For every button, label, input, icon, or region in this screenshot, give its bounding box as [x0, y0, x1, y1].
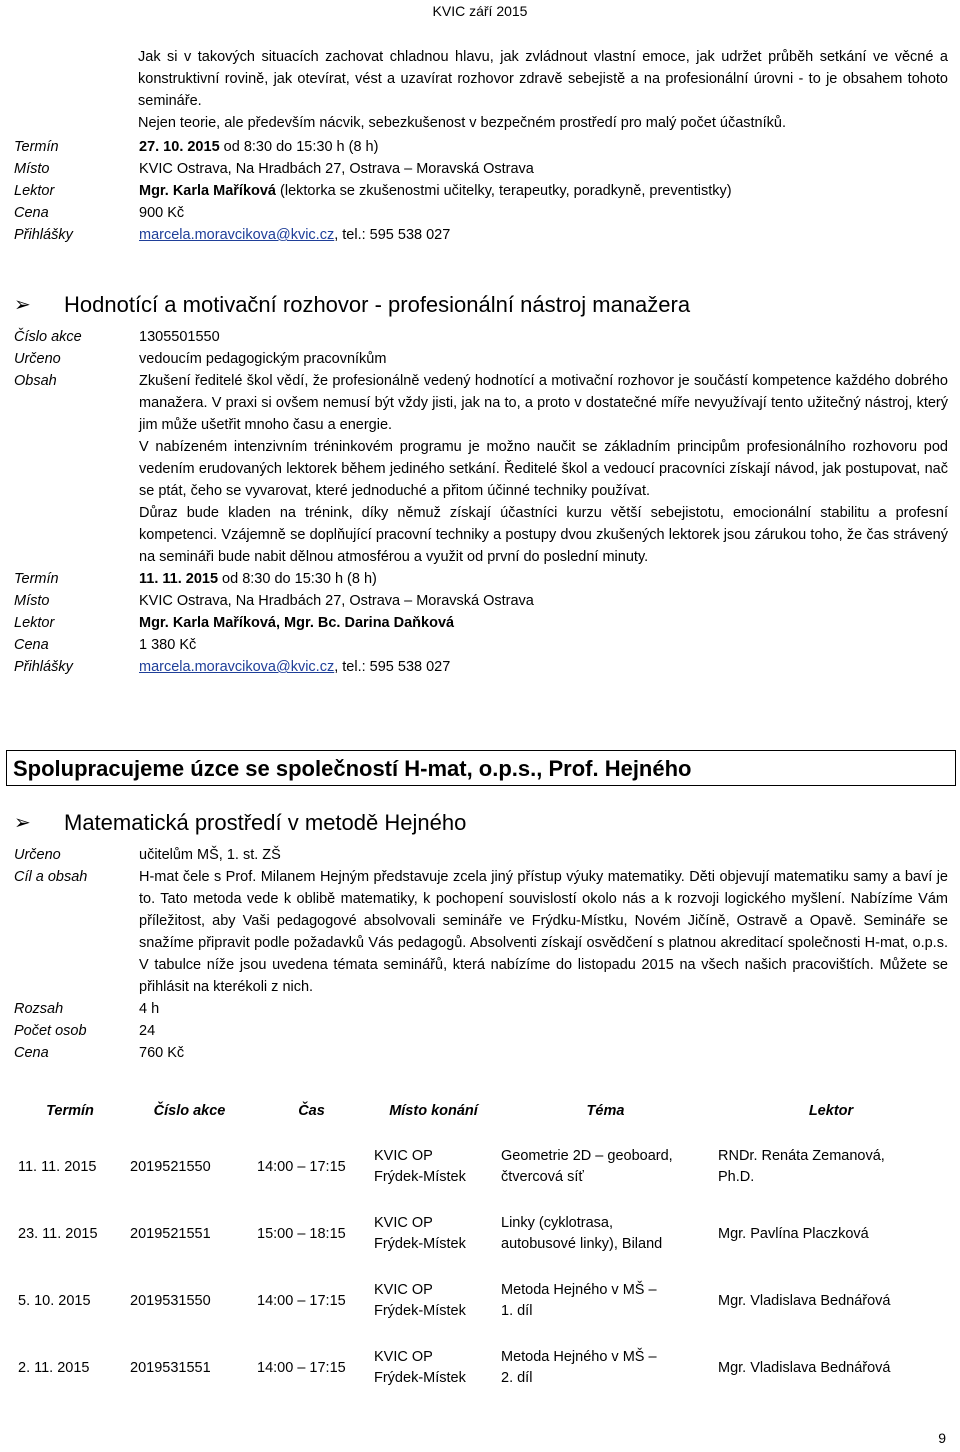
intro-paragraph: [14, 46, 948, 134]
prihlasky-label: Přihlášky: [14, 227, 73, 243]
course2-prihlasky-row: [14, 656, 948, 678]
course2-misto-row: [14, 590, 948, 612]
cell-misto: [370, 1335, 497, 1402]
course3-details: [14, 844, 948, 1064]
page-number: 9: [938, 1430, 946, 1446]
table-row: [14, 1335, 948, 1402]
cell-cislo: 2019531551: [126, 1335, 253, 1402]
course2-audience: vedoucím pedagogickým pracovníkům: [139, 351, 387, 367]
cell-lektor-line2: Ph.D.: [718, 1169, 755, 1185]
cell-tema: [497, 1201, 714, 1268]
course3-urceno-row: [14, 844, 948, 866]
cell-cislo: 2019521550: [126, 1134, 253, 1201]
col-header-tema: Téma: [586, 1103, 625, 1119]
cell-misto-line2: Frýdek-Místek: [374, 1370, 466, 1386]
course2-lecturers: Mgr. Karla Maříková, Mgr. Bc. Darina Daňková: [139, 615, 455, 631]
course2-email-link[interactable]: marcela.moravcikova@kvic.cz: [139, 659, 335, 675]
course3-cena-row: [14, 1042, 948, 1064]
cena-label: Cena: [14, 205, 49, 221]
course2-heading: [14, 290, 948, 320]
course3-duration: 4 h: [139, 1001, 160, 1017]
course2-content-3: Důraz bude kladen na trénink, díky němuž získají účastníci kurzu větší sebejistotu, emocionální stabilitu a profesní kompetenci. Vzájemně se doplňující pracovní techniky a postupy dvou zkušených lektorek jsou zárukou toho, že čas strávený na semináři bude nabit dělnou atmosférou a využit od první do poslední minuty.: [139, 505, 948, 565]
cell-tema-line2: autobusové linky), Biland: [501, 1236, 663, 1252]
course3-title: Matematická prostředí v metodě Hejného: [64, 810, 467, 835]
course2-date: 11. 11. 2015: [139, 571, 219, 587]
cell-termin: 11. 11. 2015: [14, 1134, 126, 1201]
cell-tema-line1: Metoda Hejného v MŠ –: [501, 1282, 657, 1298]
cell-misto-line2: Frýdek-Místek: [374, 1303, 466, 1319]
cell-tema: [497, 1268, 714, 1335]
obsah-label: Obsah: [14, 373, 57, 389]
course2-urceno-row: [14, 348, 948, 370]
table-row: [14, 1134, 948, 1201]
course1-price: 900 Kč: [139, 205, 185, 221]
cell-tema-line2: 1. díl: [501, 1303, 533, 1319]
cell-misto-line2: Frýdek-Místek: [374, 1169, 466, 1185]
course2-price: 1 380 Kč: [139, 637, 197, 653]
schedule-table: [14, 1088, 948, 1402]
urceno-label: Určeno: [14, 847, 61, 863]
cell-tema-line1: Geometrie 2D – geoboard,: [501, 1148, 673, 1164]
course2-content-1: Zkušení ředitelé škol vědí, že profesionálně vedený hodnotící a motivační rozhovor je součástí kompetence každého dobrého manažera. V praxi si ovšem nemusí být vždy jisti, jak na to, a proto v dostatečné míře nevyužívají tento užitečný nástroj, který jim může ušetřit mnoho času a energie.: [139, 373, 948, 433]
misto-label: Místo: [14, 593, 50, 609]
cell-tema-line1: Linky (cyklotrasa,: [501, 1215, 614, 1231]
course3-rozsah-row: [14, 998, 948, 1020]
course1-prihlasky-row: [14, 224, 948, 246]
table-header-row: [14, 1088, 948, 1134]
termin-label: Termín: [14, 139, 59, 155]
course2-termin-row: [14, 568, 948, 590]
cell-misto: [370, 1268, 497, 1335]
cell-misto-line1: KVIC OP: [374, 1215, 433, 1231]
col-header-lektor: Lektor: [808, 1103, 854, 1119]
course3-price: 760 Kč: [139, 1045, 185, 1061]
course3-capacity: 24: [139, 1023, 156, 1039]
cell-lektor: Mgr. Vladislava Bednářová: [714, 1335, 948, 1402]
col-header-misto: Místo konání: [389, 1103, 478, 1119]
course1-cena-row: [14, 202, 948, 224]
cena-label: Cena: [14, 637, 49, 653]
cell-cas: 15:00 – 18:15: [253, 1201, 370, 1268]
course2-number: 1305501550: [139, 329, 220, 345]
col-header-termin: Termín: [46, 1103, 94, 1119]
table-row: [14, 1201, 948, 1268]
course1-details: [14, 136, 948, 246]
table-row: [14, 1268, 948, 1335]
col-header-cislo: Číslo akce: [153, 1103, 226, 1119]
cell-misto-line2: Frýdek-Místek: [374, 1236, 466, 1252]
course1-phone: , tel.: 595 538 027: [334, 227, 451, 243]
cell-cas: 14:00 – 17:15: [253, 1134, 370, 1201]
col-header-cas: Čas: [298, 1103, 325, 1119]
cell-lektor: Mgr. Pavlína Placzková: [714, 1201, 948, 1268]
course1-misto-row: [14, 158, 948, 180]
course1-email-link[interactable]: marcela.moravcikova@kvic.cz: [139, 227, 335, 243]
course2-cena-row: [14, 634, 948, 656]
course2-venue: KVIC Ostrava, Na Hradbách 27, Ostrava – Moravská Ostrava: [139, 593, 534, 609]
course2-phone: , tel.: 595 538 027: [334, 659, 451, 675]
intro-text-1: Jak si v takových situacích zachovat chladnou hlavu, jak zvládnout vlastní emoce, jak udržet průběh setkání ve věcné a konstruktivní rovině, jak otevírat, vést a uzavírat rozhovor zdravě sebejistě a na profesionální úrovni - to je obsahem tohoto semináře.: [138, 49, 948, 109]
cell-termin: 5. 10. 2015: [14, 1268, 126, 1335]
cell-cas: 14:00 – 17:15: [253, 1335, 370, 1402]
cell-tema-line2: 2. díl: [501, 1370, 533, 1386]
course1-lecturer: Mgr. Karla Maříková: [139, 183, 276, 199]
rozsah-label: Rozsah: [14, 1001, 64, 1017]
cell-tema: [497, 1335, 714, 1402]
urceno-label: Určeno: [14, 351, 61, 367]
cell-misto-line1: KVIC OP: [374, 1148, 433, 1164]
course2-cislo-row: [14, 326, 948, 348]
course3-cil-row: [14, 866, 948, 998]
cell-misto: [370, 1201, 497, 1268]
intro-text-2: Nejen teorie, ale především nácvik, sebezkušenost v bezpečném prostředí pro malý počet účastníků.: [138, 115, 786, 131]
course1-lektor-row: [14, 180, 948, 202]
course1-date: 27. 10. 2015: [139, 139, 220, 155]
cell-termin: 2. 11. 2015: [14, 1335, 126, 1402]
cell-cas: 14:00 – 17:15: [253, 1268, 370, 1335]
arrow-bullet-icon: ➢: [14, 812, 31, 834]
termin-label: Termín: [14, 571, 59, 587]
course1-time: od 8:30 do 15:30 h (8 h): [219, 139, 379, 155]
course3-heading: [14, 808, 948, 838]
cena-label: Cena: [14, 1045, 49, 1061]
prihlasky-label: Přihlášky: [14, 659, 73, 675]
cell-tema-line2: čtvercová síť: [501, 1169, 584, 1185]
cell-lektor-line1: RNDr. Renáta Zemanová,: [718, 1148, 885, 1164]
lektor-label: Lektor: [14, 183, 55, 199]
course1-lecturer-note: (lektorka se zkušenostmi učitelky, terapeutky, poradkyně, preventistky): [276, 183, 732, 199]
course2-details: [14, 326, 948, 678]
course2-title: Hodnotící a motivační rozhovor - profesionální nástroj manažera: [64, 292, 691, 317]
page-header: KVIC září 2015: [432, 3, 528, 19]
cell-misto-line1: KVIC OP: [374, 1282, 433, 1298]
cell-lektor: [714, 1134, 948, 1201]
cell-misto: [370, 1134, 497, 1201]
cell-tema-line1: Metoda Hejného v MŠ –: [501, 1349, 657, 1365]
partner-banner: Spolupracujeme úzce se společností H-mat, o.p.s., Prof. Hejného: [6, 750, 956, 786]
cell-lektor: Mgr. Vladislava Bednářová: [714, 1268, 948, 1335]
course1-termin-row: [14, 136, 948, 158]
course3-pocet-row: [14, 1020, 948, 1042]
cell-misto-line1: KVIC OP: [374, 1349, 433, 1365]
cil-label: Cíl a obsah: [14, 869, 88, 885]
course3-audience: učitelům MŠ, 1. st. ZŠ: [139, 847, 281, 863]
course2-time: od 8:30 do 15:30 h (8 h): [218, 571, 377, 587]
cell-tema: [497, 1134, 714, 1201]
misto-label: Místo: [14, 161, 50, 177]
lektor-label: Lektor: [14, 615, 55, 631]
course3-content: H-mat čele s Prof. Milanem Hejným představuje zcela jiný přístup výuky matematiky. Děti objevují matematiku samy a baví je to. Tato metoda vede k oblibě matematiky, k pochopení souvislostí okolo nás a k rozvoji logického myšlení. Nabízíme Vám příležitost, aby Vaši pedagogové absolvovali semináře ve Frýdku-Místku, Novém Jičíně, Ostravě a Opavě. Semináře se snažíme připravit podle požadavků Vás pedagogů. Absolventi získají osvědčení s platnou akreditací společnosti H-mat, o.p.s. V tabulce níže jsou uvedena témata seminářů, která nabízíme do listopadu 2015 na všech našich pracovištích. Můžete se přihlásit na kterékoli z nich.: [139, 869, 948, 995]
pocet-label: Počet osob: [14, 1023, 87, 1039]
course2-obsah-row: [14, 370, 948, 568]
course2-content-2: V nabízeném intenzivním tréninkovém programu je možno naučit se základním principům profesionálního rozhovoru pod vedením erudovaných lektorek během jediného setkání. Ředitelé škol a vedoucí pracovníci získají návod, jak postupovat, nač se ptát, čeho se vyvarovat, které jednoduché a přitom účinné techniky používat.: [139, 439, 948, 499]
cell-cislo: 2019521551: [126, 1201, 253, 1268]
course1-venue: KVIC Ostrava, Na Hradbách 27, Ostrava – Moravská Ostrava: [139, 161, 534, 177]
cell-cislo: 2019531550: [126, 1268, 253, 1335]
cell-termin: 23. 11. 2015: [14, 1201, 126, 1268]
course2-lektor-row: [14, 612, 948, 634]
cislo-label: Číslo akce: [14, 329, 82, 345]
arrow-bullet-icon: ➢: [14, 294, 31, 316]
